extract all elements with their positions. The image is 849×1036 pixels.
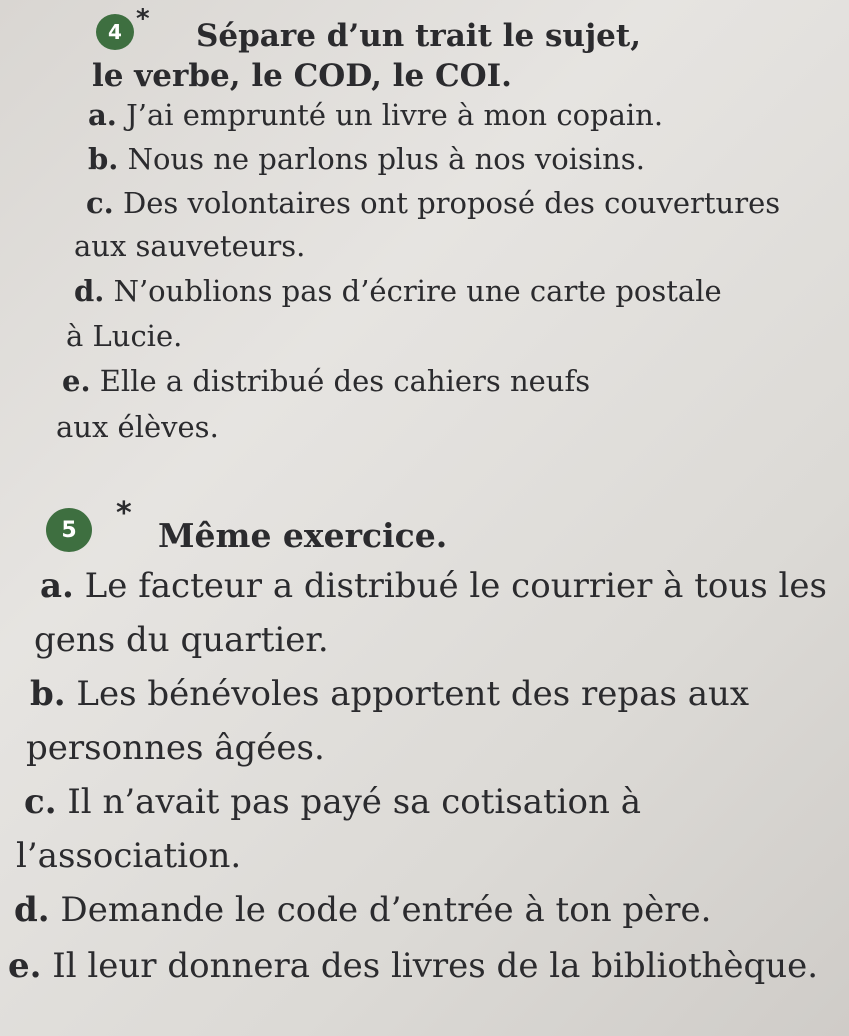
sentence-line <box>86 186 780 220</box>
sentence-line <box>88 98 663 132</box>
sentence-line <box>74 229 305 263</box>
exercise-instruction: Même exercice. <box>158 516 448 555</box>
sentence-line <box>30 674 749 714</box>
sentence-line <box>74 274 722 308</box>
item-text: N’oublions pas d’écrire une carte postale <box>104 274 722 308</box>
item-text: Il n’avait pas payé sa cotisation à <box>56 782 642 822</box>
item-letter: b. <box>88 142 119 176</box>
exercise-instruction-line-2: le verbe, le COD, le COI. <box>92 58 512 94</box>
sentence-line <box>40 566 827 606</box>
sentence-line <box>88 142 645 176</box>
item-text: Elle a distribué des cahiers neufs <box>90 364 591 398</box>
item-letter: a. <box>40 566 74 606</box>
exercise-number-badge: 5 <box>46 508 92 552</box>
item-text: aux élèves. <box>56 410 219 444</box>
sentence-line <box>26 728 325 768</box>
item-text: l’association. <box>16 836 242 876</box>
item-letter: e. <box>62 364 91 398</box>
item-letter: d. <box>14 890 50 930</box>
sentence-line <box>66 319 182 353</box>
item-text: personnes âgées. <box>26 728 325 768</box>
item-letter: d. <box>74 274 105 308</box>
sentence-line <box>62 364 590 398</box>
sentence-line <box>24 782 641 822</box>
item-text: Les bénévoles apportent des repas aux <box>65 674 750 714</box>
exercise-number-badge: 4 <box>96 14 134 50</box>
sentence-line <box>16 836 241 876</box>
difficulty-star-icon: * <box>116 496 132 531</box>
exercise-instruction-line-1: Sépare d’un trait le sujet, <box>196 18 642 54</box>
item-letter: a. <box>88 98 117 132</box>
item-text: J’ai emprunté un livre à mon copain. <box>116 98 664 132</box>
item-text: Nous ne parlons plus à nos voisins. <box>118 142 645 176</box>
item-text: Le facteur a distribué le courrier à tous les <box>73 566 827 606</box>
item-text: Il leur donnera des livres de la bibliothèque. <box>41 946 819 986</box>
sentence-line <box>14 890 711 930</box>
sentence-line <box>8 946 818 986</box>
item-text: gens du quartier. <box>34 620 329 660</box>
item-text: Demande le code d’entrée à ton père. <box>49 890 712 930</box>
item-letter: c. <box>24 782 57 822</box>
difficulty-star-icon: * <box>136 4 150 34</box>
item-text: à Lucie. <box>66 319 183 353</box>
item-letter: b. <box>30 674 66 714</box>
item-letter: c. <box>86 186 114 220</box>
sentence-line <box>56 410 219 444</box>
item-text: aux sauveteurs. <box>74 229 306 263</box>
item-text: Des volontaires ont proposé des couvertures <box>113 186 781 220</box>
item-letter: e. <box>8 946 42 986</box>
sentence-line <box>34 620 329 660</box>
